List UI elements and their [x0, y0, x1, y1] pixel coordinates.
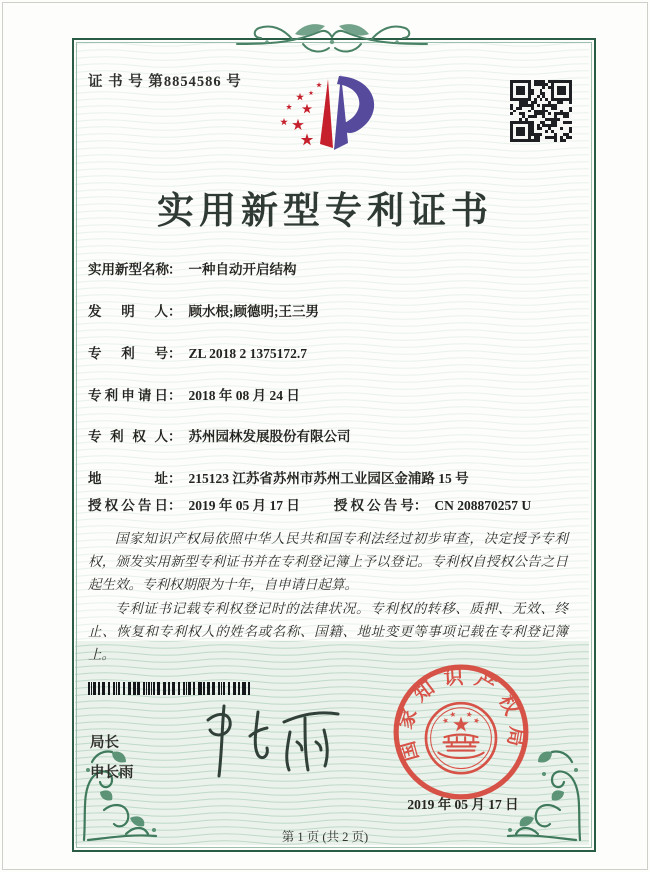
field-label: 实用新型名称: [88, 262, 169, 277]
director-block: [90, 728, 134, 788]
field-colon: ：: [413, 498, 428, 513]
field-value: 一种自动开启结构: [188, 262, 297, 277]
grant-no-value: CN 208870257 U: [434, 498, 532, 513]
certificate-title: 实用新型专利证书: [157, 191, 493, 232]
field-inventors: [88, 300, 319, 320]
field-label: 地址: [88, 471, 168, 486]
signature-icon: [188, 698, 353, 788]
seal-date: 2019 年 05 月 17 日: [407, 797, 519, 812]
field-label: 专利权人: [88, 429, 168, 444]
barcode: [88, 682, 250, 695]
field-filing-date: [88, 384, 300, 404]
field-value: 2018 年 08 月 24 日: [188, 388, 300, 403]
field-grant-row: [88, 494, 531, 514]
field-colon: ：: [168, 304, 182, 319]
svg-text:国家知识产权局: [393, 665, 527, 763]
field-label: 专利号: [88, 346, 168, 361]
field-label: 发明人: [88, 304, 168, 319]
field-value: 苏州园林发展股份有限公司: [188, 429, 351, 444]
field-utility-model-name: [88, 258, 297, 278]
director-name: 申长雨: [90, 765, 134, 781]
legal-paragraph-2: 专利证书记载专利权登记时的法律状况。专利权的转移、质押、无效、终止、恢复和专利权人的姓名或名称、国籍、地址变更等事项记载在专利登记簿上。: [88, 600, 568, 663]
field-value: ZL 2018 2 1375172.7: [188, 346, 308, 361]
field-colon: ：: [168, 346, 182, 361]
seal-text: 国家知识产权局: [395, 666, 527, 764]
legal-paragraph-1: 国家知识产权局依照中华人民共和国专利法经过初步审查，决定授予专利权，颁发实用新型专利证书并在专利登记簿上予以登记。专利权自授权公告之日起生效。专利权期限为十年，自申请日起算。: [88, 531, 568, 593]
cnipa-patent-logo-icon: [276, 70, 386, 156]
certificate-number: 证 书 号 第8854586 号: [88, 74, 242, 90]
grant-date-value: 2019 年 05 月 17 日: [188, 498, 300, 513]
grant-date-label: 授权公告日: [88, 498, 168, 513]
field-colon: ：: [168, 471, 182, 486]
field-colon: ：: [168, 429, 182, 444]
legal-text: [88, 527, 568, 666]
qr-code: [510, 80, 572, 142]
field-value: 215123 江苏省苏州市苏州工业园区金浦路 15 号: [188, 471, 469, 486]
field-colon: ：: [168, 388, 182, 403]
page-number: 第 1 页 (共 2 页): [281, 830, 369, 844]
field-patent-number: [88, 342, 307, 362]
official-seal-icon: [392, 663, 530, 801]
field-colon: ：: [168, 262, 182, 277]
grant-no-label: 授权公告号: [333, 498, 414, 513]
field-label: 专利申请日: [88, 388, 168, 403]
field-value: 顾水根;顾德明;王三男: [188, 304, 319, 319]
director-title: 局长: [90, 735, 119, 751]
field-colon: ：: [168, 498, 182, 513]
field-patentee: [88, 425, 351, 445]
field-address: [88, 467, 469, 487]
